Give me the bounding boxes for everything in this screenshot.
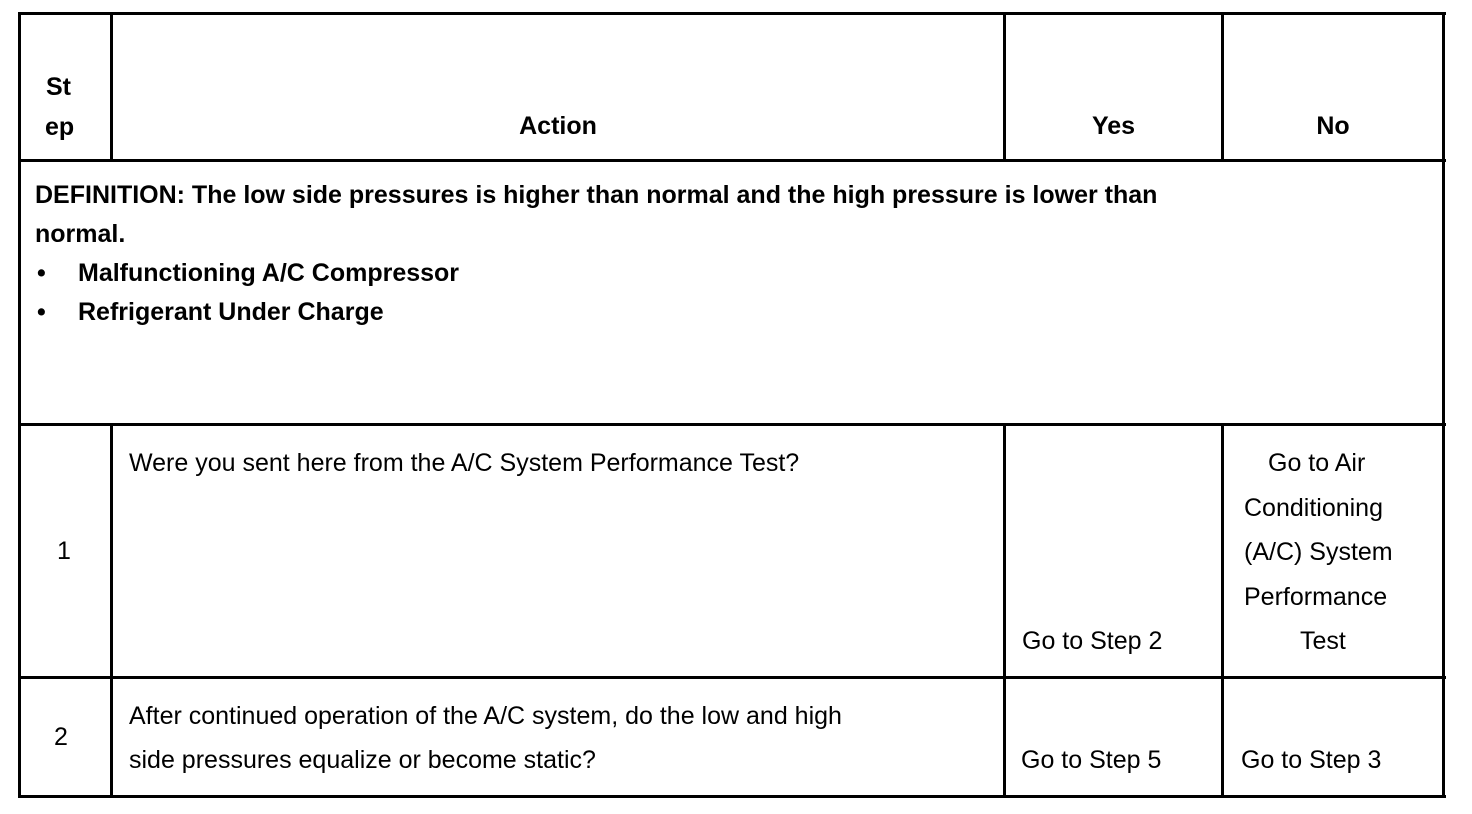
table-border-top	[18, 12, 1446, 15]
row1-action: Were you sent here from the A/C System Performance Test?	[129, 449, 800, 477]
header-no: No	[1316, 112, 1350, 140]
table-border-bottom	[18, 795, 1446, 798]
definition-divider	[18, 423, 1446, 426]
row2-yes: Go to Step 5	[1021, 746, 1162, 774]
col-divider-yes-body	[1221, 423, 1224, 798]
row2-no: Go to Step 3	[1241, 746, 1382, 774]
bullet-text: Malfunctioning A/C Compressor	[78, 259, 460, 287]
definition-text-line1: DEFINITION: The low side pressures is higher than normal and the high pressure is lower than	[35, 181, 1158, 209]
row1-step: 1	[57, 537, 71, 565]
row1-no-line1: Go to Air	[1268, 449, 1366, 477]
definition-block	[35, 176, 1415, 332]
row2-action-line1: After continued operation of the A/C system, do the low and high	[129, 702, 842, 730]
header-step-line1: St	[46, 73, 71, 101]
bullet-icon: •	[37, 298, 46, 326]
header-step-line2: ep	[45, 113, 75, 141]
definition-bullet	[35, 254, 1415, 293]
bullet-icon: •	[37, 259, 46, 287]
header-yes: Yes	[1091, 112, 1136, 140]
table-border-right	[1442, 12, 1445, 798]
col-divider-step-body	[110, 423, 113, 798]
row2-action-line2: side pressures equalize or become static?	[129, 746, 596, 774]
row1-no-line2: Conditioning	[1244, 494, 1383, 522]
definition-bullet	[35, 293, 1415, 332]
row1-no-line3: (A/C) System	[1244, 538, 1393, 566]
header-divider	[18, 159, 1446, 162]
row1-no-line4: Performance	[1244, 583, 1388, 611]
row2-step: 2	[54, 723, 68, 751]
row1-no-line5: Test	[1300, 627, 1346, 655]
row-divider	[18, 676, 1446, 679]
definition-text-line2: normal.	[35, 220, 126, 248]
header-action: Action	[519, 112, 597, 140]
col-divider-action-body	[1003, 423, 1006, 798]
bullet-text: Refrigerant Under Charge	[78, 298, 384, 326]
table-border-left	[18, 12, 21, 798]
row1-yes: Go to Step 2	[1022, 627, 1163, 655]
diagnostic-table	[18, 12, 1446, 798]
